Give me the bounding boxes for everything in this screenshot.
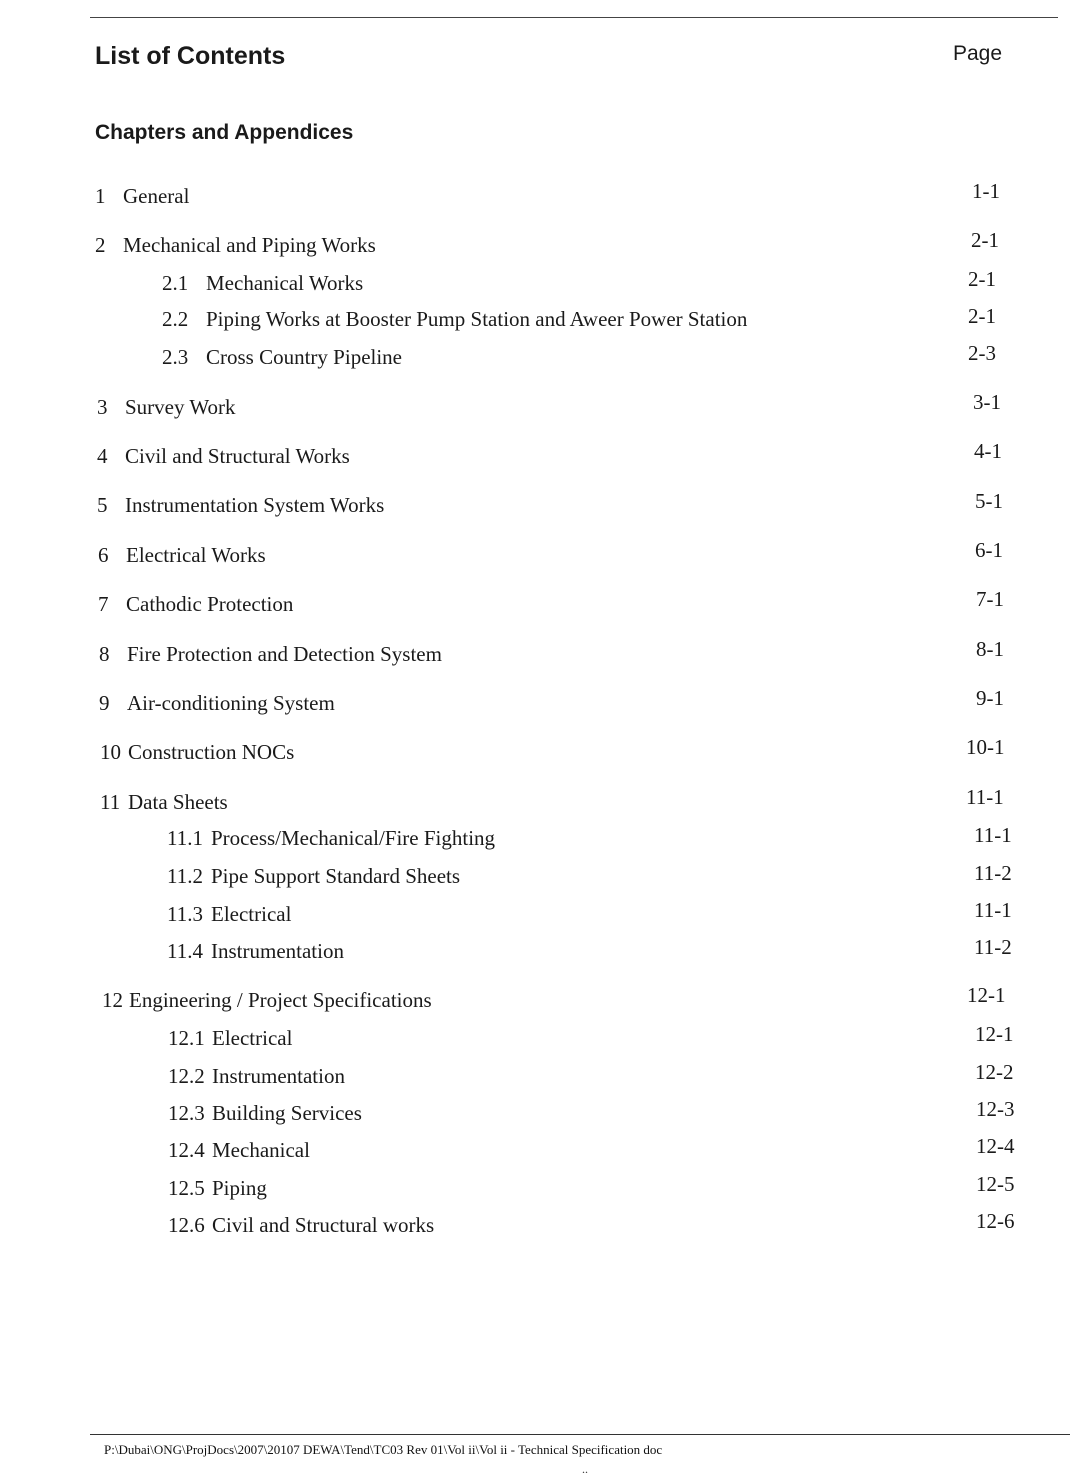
toc-entry-label: Survey Work (125, 395, 236, 419)
toc-entry-page: 11-1 (974, 898, 1012, 922)
toc-entry-label: Electrical (212, 1026, 293, 1050)
toc-entry-label: Electrical (211, 902, 292, 926)
toc-entry-number: 11.1 (167, 826, 203, 850)
toc-entry-number: 2 (95, 233, 106, 257)
toc-entry-page: 5-1 (975, 489, 1003, 513)
toc-entry-label: Building Services (212, 1101, 362, 1125)
footer-rule (90, 1434, 1070, 1435)
toc-entry-label: Air-conditioning System (127, 691, 335, 715)
toc-entry-label: General (123, 184, 190, 208)
toc-entry-page: 9-1 (976, 686, 1004, 710)
toc-entry-label: Instrumentation System Works (125, 493, 385, 517)
toc-entry-page: 4-1 (974, 439, 1002, 463)
toc-entry-page: 12-2 (975, 1060, 1014, 1084)
toc-entry-number: 12.6 (168, 1213, 205, 1237)
toc-entry-page: 1-1 (972, 179, 1000, 203)
toc-entry-label: Process/Mechanical/Fire Fighting (211, 826, 496, 850)
toc-entry-page: 10-1 (966, 735, 1005, 759)
toc-entry-number: 4 (97, 444, 108, 468)
toc-entry-page: 3-1 (973, 390, 1001, 414)
toc-entry-number: 11 (100, 790, 121, 814)
toc-entry-page: 11-2 (974, 861, 1012, 885)
toc-entry-page: 7-1 (976, 587, 1004, 611)
toc-entry-page: 2-3 (968, 341, 996, 365)
footer-file-path: P:\Dubai\ONG\ProjDocs\2007\20107 DEWA\Tend\TC03 Rev 01\Vol ii\Vol ii - Technical Specification doc (104, 1442, 663, 1457)
toc-entry-number: 2.3 (162, 345, 189, 369)
toc-entry-number: 12.4 (168, 1138, 205, 1162)
toc-entry-label: Cross Country Pipeline (206, 345, 403, 369)
toc-entry-page: 11-2 (974, 935, 1012, 959)
toc-entry-number: 12.1 (168, 1026, 205, 1050)
toc-entry-number: 1 (95, 184, 106, 208)
toc-entry-number: 12.3 (168, 1101, 205, 1125)
toc-entry-number: 11.2 (167, 864, 203, 888)
toc-entry-label: Piping (212, 1176, 267, 1200)
toc-entry-label: Electrical Works (126, 543, 266, 567)
toc-entry-page: 2-1 (971, 228, 999, 252)
page-column-heading: Page (953, 42, 1003, 65)
toc-entry-label: Fire Protection and Detection System (127, 642, 442, 666)
section-heading: Chapters and Appendices (95, 121, 354, 144)
toc-entry-number: 3 (97, 395, 108, 419)
page-title: List of Contents (95, 42, 286, 70)
toc-entry-page: 12-1 (975, 1022, 1014, 1046)
toc-entry-label: Instrumentation (212, 1064, 345, 1088)
toc-entry-label: Data Sheets (128, 790, 228, 814)
toc-entry-label: Civil and Structural Works (125, 444, 350, 468)
toc-entry-label: Mechanical and Piping Works (123, 233, 376, 257)
toc-entry-page: 11-1 (974, 823, 1012, 847)
toc-entry-label: Cathodic Protection (126, 592, 294, 616)
toc-entry-number: 8 (99, 642, 110, 666)
toc-entry-label: Mechanical Works (206, 271, 364, 295)
toc-entry-number: 7 (98, 592, 109, 616)
toc-entry-page: 12-6 (976, 1209, 1015, 1233)
toc-entry-number: 9 (99, 691, 110, 715)
toc-entry-page: 12-3 (976, 1097, 1015, 1121)
toc-entry-label: Piping Works at Booster Pump Station and Aweer Power Station (206, 307, 748, 331)
toc-entry-number: 11.4 (167, 939, 203, 963)
toc-entry-page: 12-1 (967, 983, 1006, 1007)
toc-entry-page: 2-1 (968, 304, 996, 328)
toc-entry-number: 12 (102, 988, 123, 1012)
toc-entry-page: 12-4 (976, 1134, 1015, 1158)
toc-entry-label: Construction NOCs (128, 740, 295, 764)
toc-entry-page: 12-5 (976, 1172, 1015, 1196)
toc-entry-label: Civil and Structural works (212, 1213, 435, 1237)
toc-entry-page: 6-1 (975, 538, 1003, 562)
toc-entry-number: 12.5 (168, 1176, 205, 1200)
toc-entry-page: 11-1 (966, 785, 1004, 809)
toc-entry-label: Instrumentation (211, 939, 344, 963)
toc-entry-page: 8-1 (976, 637, 1004, 661)
toc-entry-label: Pipe Support Standard Sheets (211, 864, 461, 888)
toc-entry-number: 6 (98, 543, 109, 567)
toc-entry-number: 2.2 (162, 307, 189, 331)
toc-entry-number: 10 (100, 740, 121, 764)
toc-entry-number: 2.1 (162, 271, 189, 295)
toc-entry-number: 11.3 (167, 902, 203, 926)
footer-page-mark: .. (582, 1462, 588, 1476)
toc-entry-label: Engineering / Project Specifications (129, 988, 432, 1012)
toc-entry-number: 5 (97, 493, 108, 517)
toc-entry-label: Mechanical (212, 1138, 310, 1162)
toc-entry-number: 12.2 (168, 1064, 205, 1088)
toc-entry-page: 2-1 (968, 267, 996, 291)
